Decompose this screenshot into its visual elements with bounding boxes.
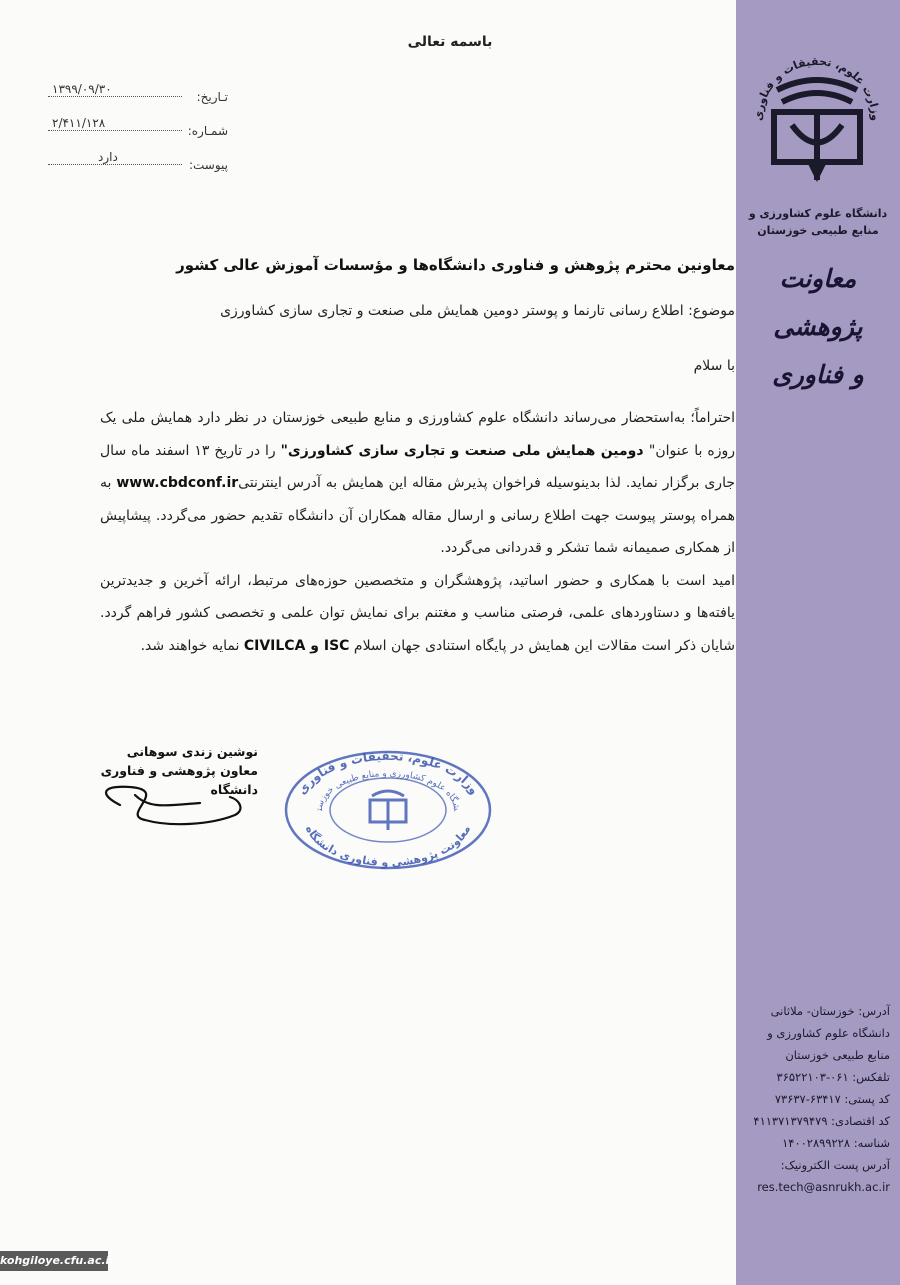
address-line: منابع طبیعی خوزستان [785,1048,890,1062]
stamp-ministry-text: وزارت علوم، تحقیقات و فناوری [294,748,482,798]
body-paragraph [100,565,735,663]
letter-body [100,402,735,662]
isc-index: ISC [323,637,350,654]
body-paragraph [100,402,735,565]
date-label: تـاریخ: [196,90,228,104]
postal-code-line: کد پستی: ۶۳۴۱۷-۷۳۶۳۷ [774,1092,890,1106]
email-address: res.tech@asnrukh.ac.ir [757,1180,890,1194]
body-text: امید است با همکاری و حضور اساتید، پژوهشگران و متخصصین حوزه‌های مرتبط، ارائه آخرین و جدیدترین یافته‌ها و دستاوردهای علمی، فرصتی مناسب و مغتنم برای نمایش توان علمی و تخصصی کشور فراهم گردد. شایان ذکر است مقالات این همایش در پایگاه استنادی جهان اسلام [100,572,735,654]
body-text: نمایه خواهند شد. [140,637,244,654]
recipient: معاونین محترم پژوهش و فناوری دانشگاه‌ها و مؤسسات آموزش عالی کشور [176,256,735,274]
dotted-line [48,130,182,131]
body-text: را در تاریخ ۱۳ اسفند ماه سال جاری برگزار نماید. لذا بدینوسیله فراخوان پذیرش مقاله این همایش به آدرس اینترنتی [100,442,735,491]
conference-url[interactable]: www.cbdconf.ir [116,475,239,491]
address-line: دانشگاه علوم کشاورزی و [767,1026,890,1040]
greeting: با سلام [693,358,735,374]
official-stamp [282,748,494,873]
national-id-line: شناسه: ۱۴۰۰۲۸۹۹۲۲۸ [782,1136,890,1150]
phone-line: تلفکس: ۰۶۱-۳۶۵۲۲۱۰۳ [776,1070,890,1084]
handwritten-signature [60,775,260,835]
stamp-department-text: معاونت پژوهشی و فناوری دانشگاه [302,823,474,870]
site-watermark: kohgiloye.cfu.ac.ir [0,1251,108,1271]
economic-code-line: کد اقتصادی: ۴۱۱۳۷۱۳۷۹۴۷۹ [753,1114,890,1128]
dotted-line [48,96,182,97]
university-name [746,205,890,239]
university-name-line: دانشگاه علوم کشاورزی و [748,207,888,220]
department-line: و فناوری [772,360,864,389]
svg-text:معاونت پژوهشی و فناوری دانشگاه [303,823,473,869]
letterhead-sidebar [736,0,900,1285]
dotted-line [48,164,182,165]
date-value: ۱۳۹۹/۰۹/۳۰ [52,82,112,96]
number-label: شمـاره: [187,124,228,138]
civilica-index: CIVILCA [243,637,306,654]
body-text: به همراه پوستر پیوست جهت اطلاع رسانی و ارسال مقاله همکاران آن دانشگاه تقدیم حضور می‌گردد. پیشاپیش از همکاری صمیمانه شما تشکر و قدردانی می‌گردد. [100,475,735,556]
university-logo [752,50,882,200]
event-title: دومین همایش ملی صنعت و تجاری سازی کشاورزی" [280,442,649,459]
address-block [744,1000,890,1198]
university-name-line: منابع طبیعی خوزستان [757,224,879,237]
logo-ministry-text: وزارت علوم، تحقیقات و فناوری [752,54,882,122]
stamp-university-text: شگاه علوم کشاورزی و منابع طبیعی خوزست [314,768,462,812]
basmala: باسمه تعالی [407,34,493,50]
body-text: و [305,637,324,654]
department-line: معاونت پژوهشی [773,264,863,341]
body-text: احتراماً؛ به‌استحضار می‌رساند دانشگاه علوم کشاورزی و منابع طبیعی خوزستان در نظر دارد همایش ملی یک روزه با عنوان" [100,410,735,459]
attachment-label: پیوست: [188,158,228,172]
subject-line: موضوع: اطلاع رسانی تارنما و پوستر دومین همایش ملی صنعت و تجاری سازی کشاورزی [220,303,735,319]
signer-title: معاون پژوهشی و فناوری دانشگاه [100,763,258,797]
email-label: آدرس پست الکترونیک: [780,1158,890,1172]
attachment-value: دارد [98,150,118,164]
department-calligraphy [748,255,888,399]
number-value: ۲/۴۱۱/۱۲۸ [52,116,106,130]
address-line: آدرس: خوزستان- ملاثانی [770,1004,890,1018]
signer-name: نوشین زندی سوهانی [126,744,258,759]
